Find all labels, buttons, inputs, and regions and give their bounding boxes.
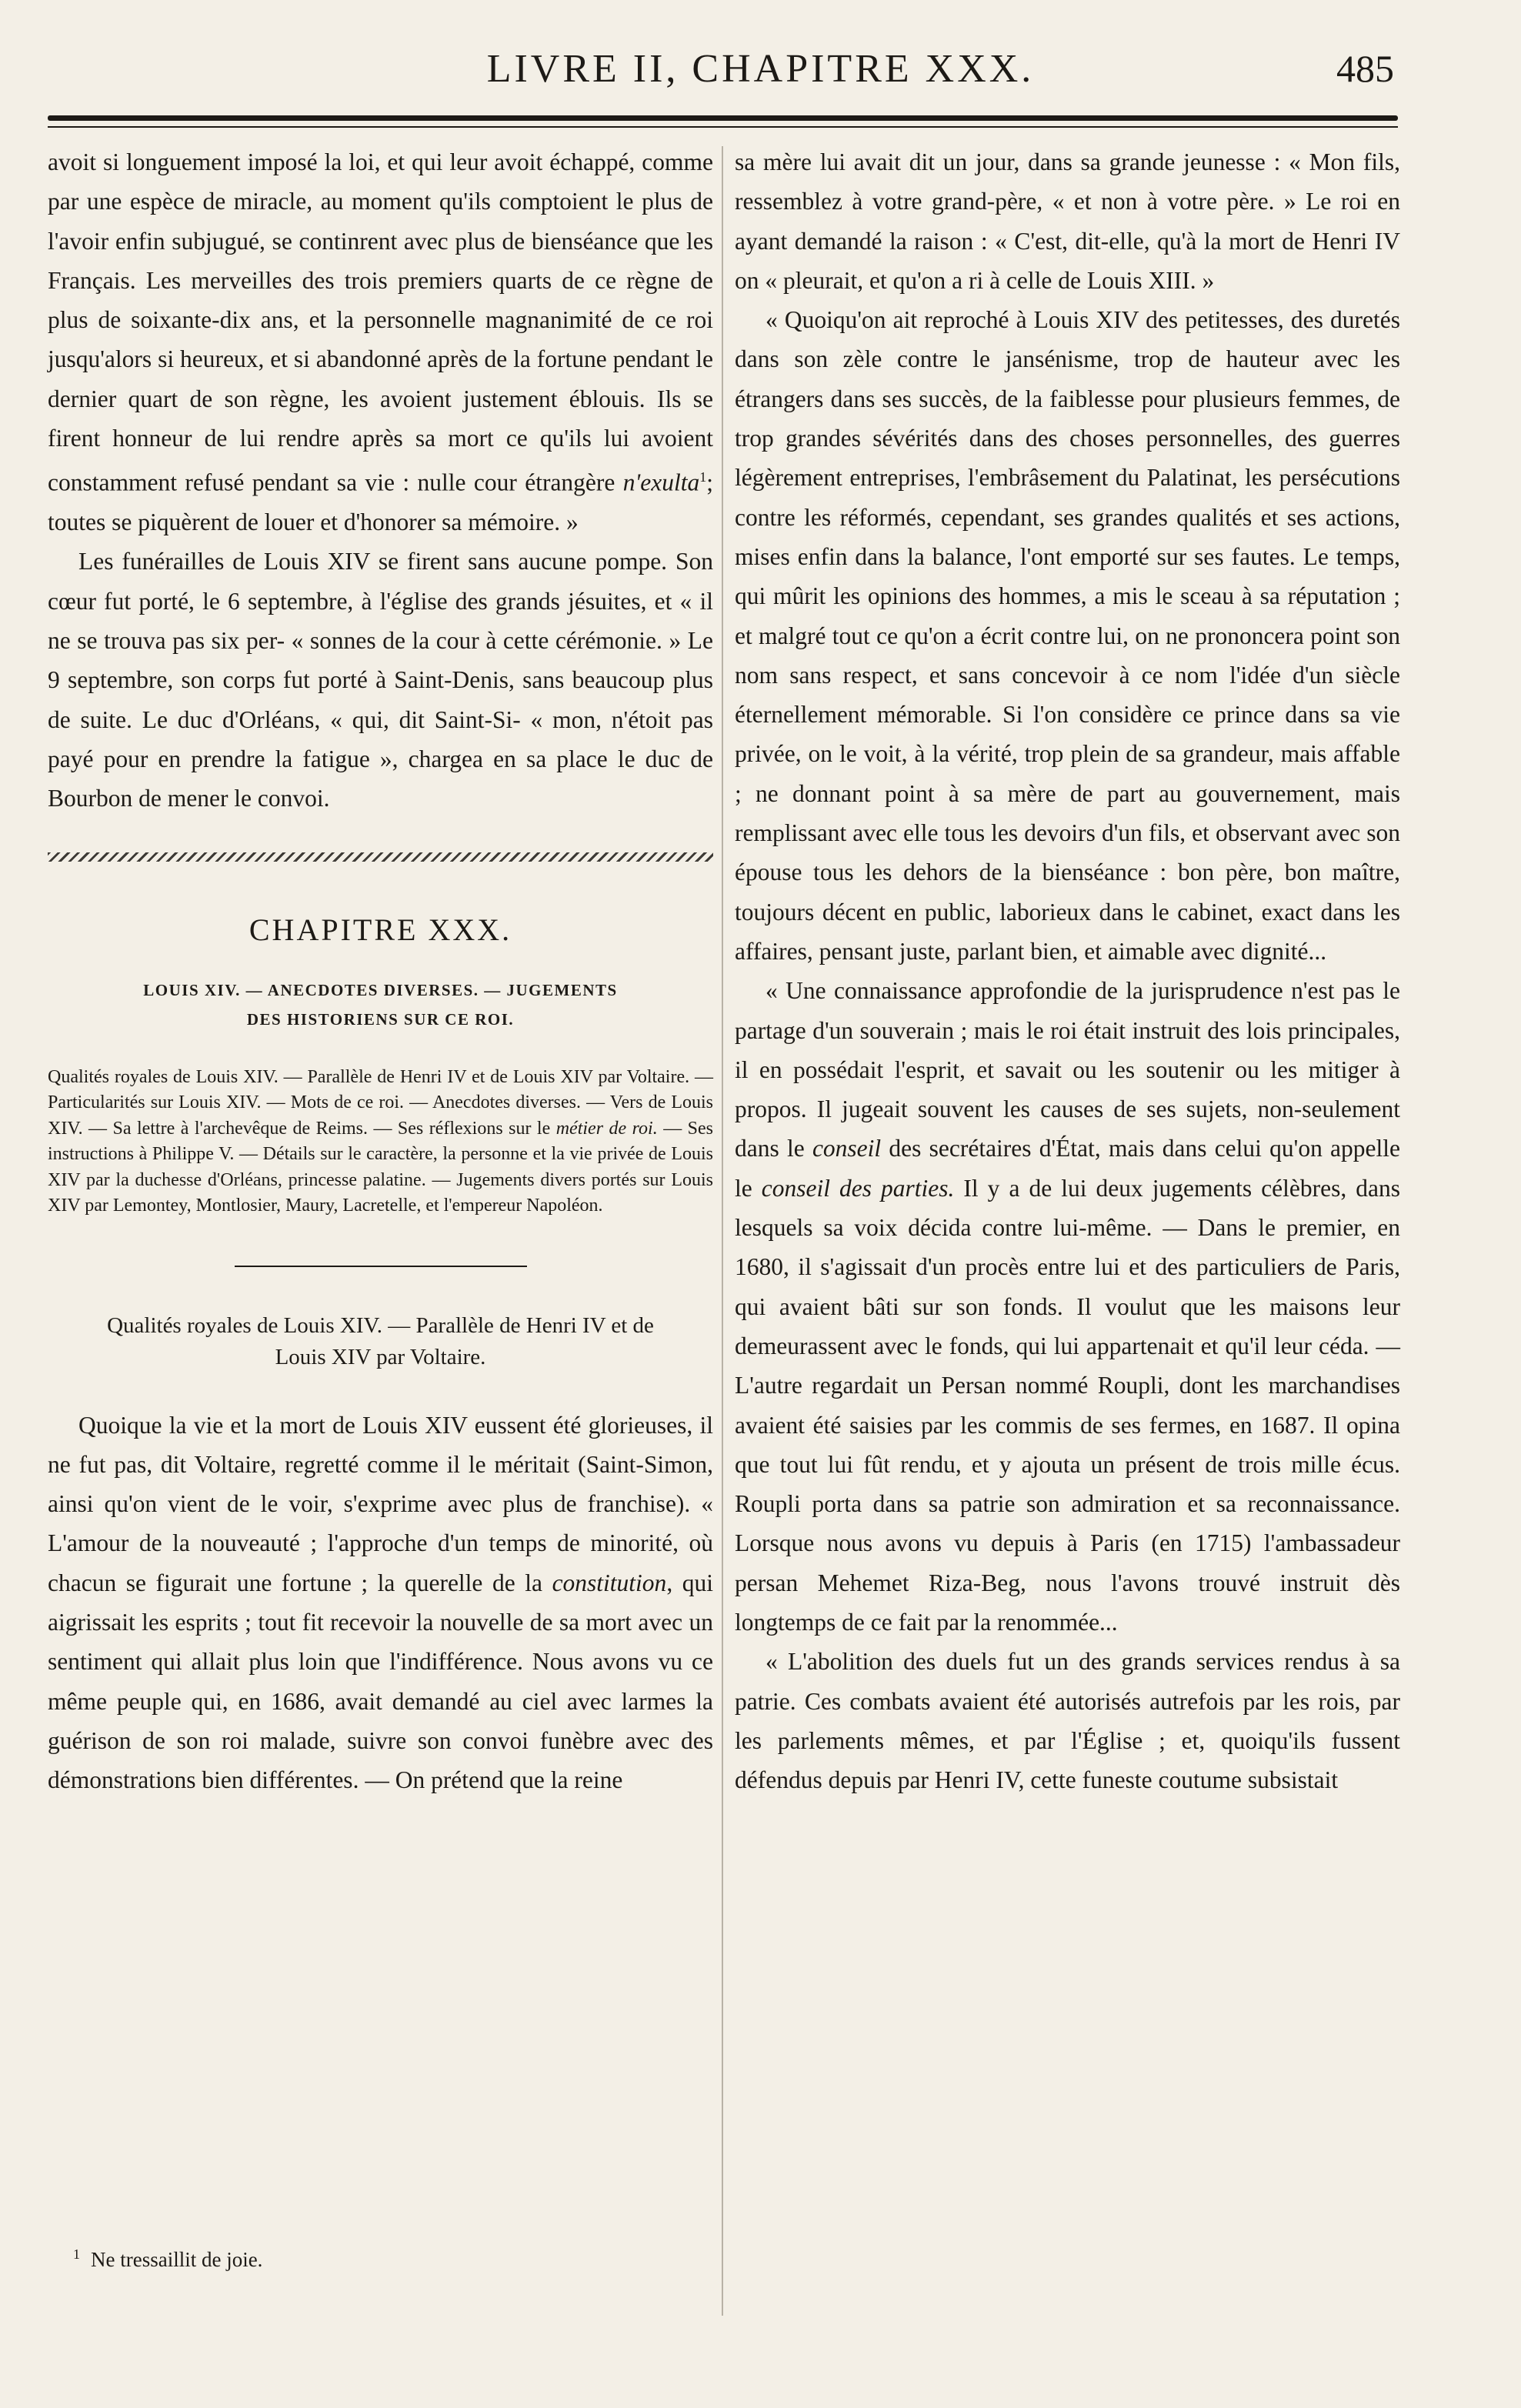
- chapter-subtitle: LOUIS XIV. — ANECDOTES DIVERSES. — JUGEMENTS DES HISTORIENS SUR CE ROI.: [143, 980, 618, 1029]
- running-title: LIVRE II, CHAPITRE XXX.: [486, 47, 1035, 91]
- chapter-summary: Qualités royales de Louis XIV. — Parallèle de Henri IV et de Louis XIV par Voltaire. — Particularités sur Louis XIV. — Mots de ce roi. — Anecdotes diverses. — Vers de Louis XIV. — Sa lettre à l'archevêque de Reims. — Ses réflexions sur le métier de roi. — Ses instructions à Philippe V. — Détails sur le caractère, la personne et la vie privée de Louis XIV par la duchesse d'Orléans, princesse palatine. — Jugements divers portés sur Louis XIV par Lemontey, Montlosier, Maury, Lacretelle, et l'empereur Napoléon.: [48, 1066, 714, 1216]
- chapter-title: CHAPITRE XXX.: [248, 912, 512, 947]
- header-rule-thin: [48, 126, 1398, 128]
- section-rule: [235, 1266, 527, 1267]
- paragraph: Quoique la vie et la mort de Louis XIV eussent été glorieuses, il ne fut pas, dit Voltaire, regretté comme il le méritait (Saint-Simon, ainsi qu'on vient de le voir, s'exprime avec plus de franchise). « L'amour de la nouveauté ; l'approche d'un temps de minorité, où chacun se figurait une fortune ; la querelle de la constitution, qui aigrissait les esprits ; tout fit recevoir la nouvelle de sa mort avec un sentiment qui allait plus loin que l'indifférence. Nous avons vu ce même peuple qui, en 1686, avait demandé au ciel avec larmes la guérison de son roi malade, suivre son convoi funèbre avec des démonstrations bien différentes. — On prétend que la reine: [48, 1411, 713, 1794]
- right-column: [735, 142, 1400, 1799]
- page-number: 485: [1336, 47, 1394, 90]
- page-header: [0, 46, 1521, 108]
- italic-text: constitution: [552, 1569, 667, 1596]
- ornamental-divider: [48, 852, 713, 862]
- paragraph: Les funérailles de Louis XIV se firent sans aucune pompe. Son cœur fut porté, le 6 septembre, à l'église des grands jésuites, et « il ne se trouva pas six per- « sonnes de la cour à cette cérémonie. » Le 9 septembre, son corps fut porté à Saint-Denis, sans beaucoup plus de suite. Le duc d'Orléans, « qui, dit Saint-Si- « mon, n'étoit pas payé pour en prendre la fatigue », chargea en sa place le duc de Bourbon de mener le convoi.: [48, 548, 713, 812]
- italic-text: n'exulta: [622, 469, 700, 496]
- column-divider: [722, 146, 723, 2316]
- paragraph: « Une connaissance approfondie de la jurisprudence n'est pas le partage d'un souverain ; mais le roi était instruit des lois principales, il en possédait l'esprit, et savait ou les soutenir ou les mitiger à propos. Il jugeait souvent les causes de ses sujets, non-seulement dans le conseil des secrétaires d'État, mais dans celui qu'on appelle le conseil des parties. Il y a de lui deux jugements célèbres, dans lesquels sa voix décida contre lui-même. — Dans le premier, en 1680, il s'agissait d'un procès entre lui et des particuliers de Paris, qui avaient bâti sur son fonds. Il voulut que les maisons leur demeurassent avec le fonds, qui lui appartenait et qu'il leur céda. — L'autre regardait un Persan nommé Roupli, dont les marchandises avaient été saisies par les commis de ses fermes, en 1687. Il opina que tout lui fût rendu, et y ajouta un présent de trois mille écus. Roupli porta dans sa patrie son admiration et sa reconnaissance. Lorsque nous avons vu depuis à Paris (en 1715) l'ambassadeur persan Mehemet Riza-Beg, nous l'avons trouvé instruit dès longtemps de ce fait par la renommée...: [735, 977, 1401, 1636]
- footnote-mark: 1: [73, 2246, 80, 2262]
- header-rule: [48, 115, 1398, 121]
- italic-text: métier de roi.: [555, 1118, 658, 1139]
- italic-text: conseil: [812, 1135, 882, 1162]
- footnote-ref: 1: [699, 469, 707, 485]
- paragraph: « L'abolition des duels fut un des grands services rendus à sa patrie. Ces combats avaient été autorisés autrefois par les rois, par les parlements mêmes, et par l'Église ; et, quoiqu'ils fussent défendus depuis par Henri IV, cette funeste coutume subsistait: [735, 1648, 1400, 1794]
- left-column: [48, 142, 713, 1800]
- footnote-text: Ne tressaillit de joie.: [91, 2248, 263, 2271]
- paragraph: avoit si longuement imposé la loi, et qui leur avoit échappé, comme par une espèce de miracle, au moment qu'ils comptoient le plus de l'avoir enfin subjugué, se continrent avec plus de bienséance que les Français. Les merveilles des trois premiers quarts de ce règne de plus de soixante-dix ans, et la personnelle magnanimité de ce roi jusqu'alors si heureux, et si abandonné après de la fortune pendant le dernier quart de son règne, les avoient justement éblouis. Ils se firent honneur de lui rendre après sa mort ce qu'ils lui avoient constamment refusé pendant sa vie : nulle cour étrangère n'exulta$^1$; toutes se piquèrent de louer et d'honorer sa mémoire. »: [48, 148, 714, 536]
- section-heading: Qualités royales de Louis XIV. — Parallèle de Henri IV et de Louis XIV par Voltaire.: [107, 1312, 654, 1369]
- paragraph: « Quoiqu'on ait reproché à Louis XIV des petitesses, des duretés dans son zèle contre le jansénisme, trop de hauteur avec les étrangers dans ses succès, de la faiblesse pour plusieurs femmes, de trop grandes sévérités dans des choses personnelles, des guerres légèrement entreprises, l'embrâsement du Palatinat, les persécutions contre les réformés, cependant, ses grandes qualités et ses actions, mises enfin dans la balance, l'ont emporté sur ses fautes. Le temps, qui mûrit les opinions des hommes, a mis le sceau à sa réputation ; et malgré tout ce qu'on a écrit contre lui, on ne prononcera point son nom sans respect, et sans concevoir à ce nom l'idée d'un siècle éternellement mémorable. Si l'on considère ce prince dans sa vie privée, on le voit, à la vérité, trop plein de sa grandeur, mais affable ; ne donnant point à sa mère de part au gouvernement, mais remplissant avec elle tous les devoirs d'un fils, et observant avec son épouse tous les dehors de la bienséance : bon père, bon maître, toujours décent en public, laborieux dans le cabinet, exact dans les affaires, pensant juste, parlant bien, et aimable avec dignité...: [735, 306, 1400, 965]
- italic-text: conseil des parties.: [761, 1174, 955, 1202]
- footnote: [73, 2246, 262, 2272]
- paragraph: sa mère lui avait dit un jour, dans sa grande jeunesse : « Mon fils, ressemblez à votre grand-père, « et non à votre père. » Le roi en ayant demandé la raison : « C'est, dit-elle, qu'à la mort de Henri IV on « pleurait, et qu'on a ri à celle de Louis XIII. »: [735, 148, 1400, 294]
